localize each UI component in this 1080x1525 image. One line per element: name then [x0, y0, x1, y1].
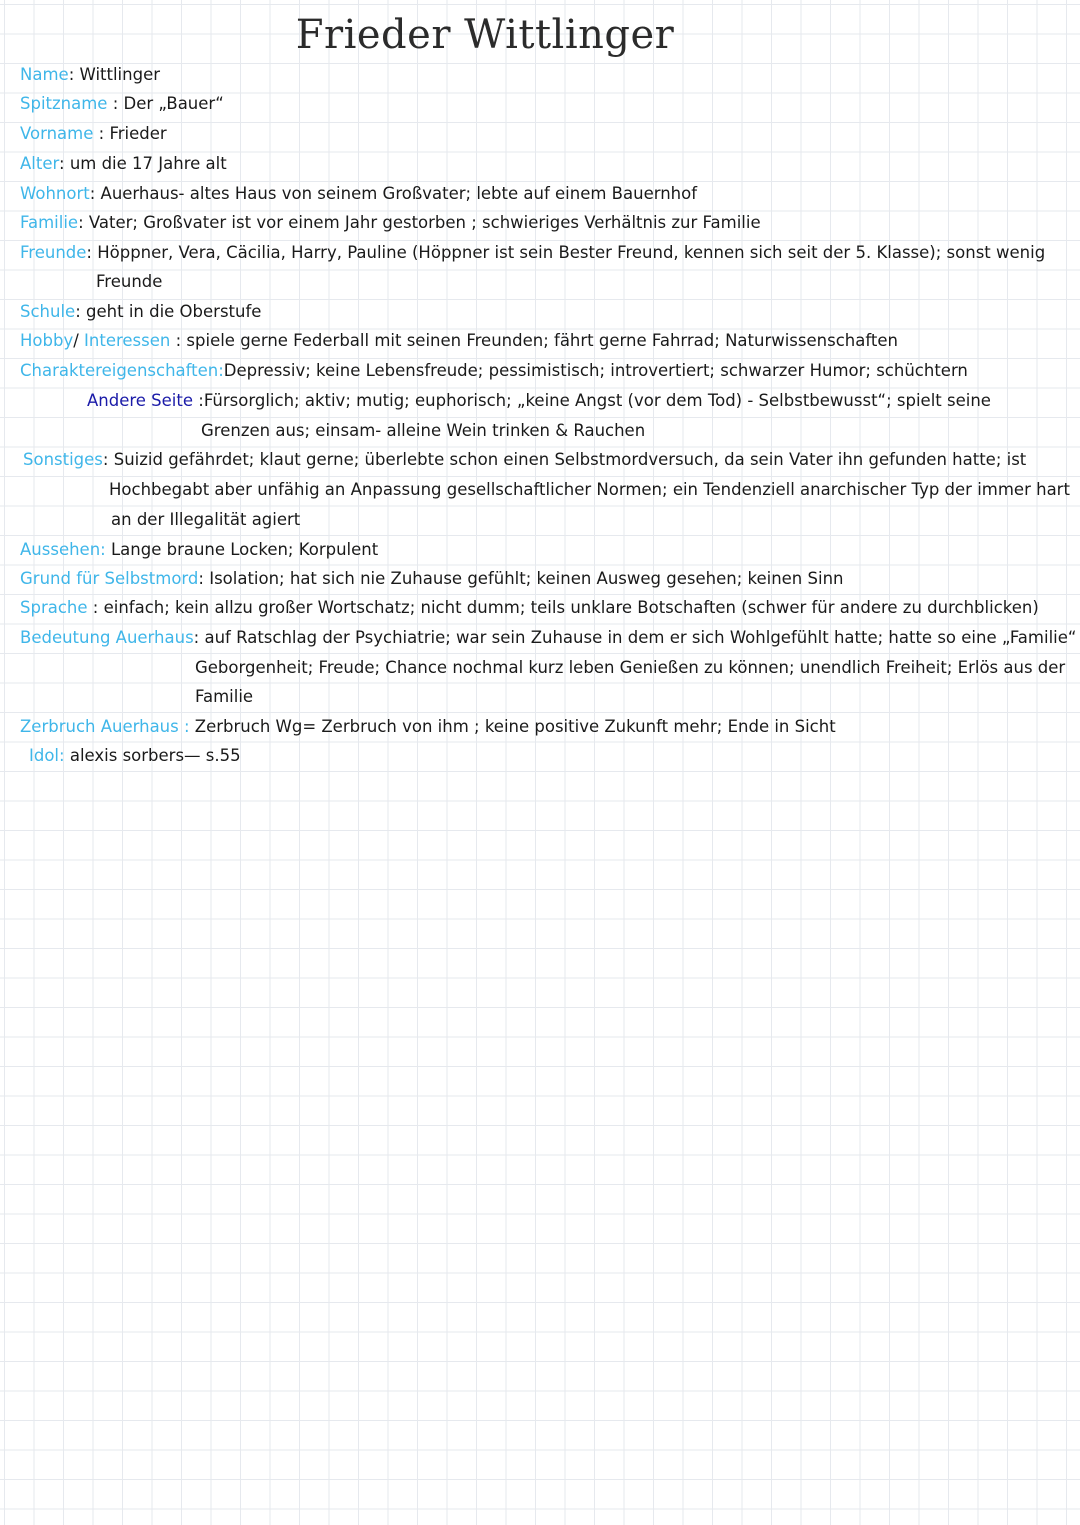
value-aussehen: Lange braune Locken; Korpulent [110, 540, 379, 559]
label-vorname: Vorname [20, 124, 94, 143]
entry-freunde-cont: Freunde [96, 272, 163, 291]
label-name: Name [20, 65, 69, 84]
sep: : [87, 598, 104, 617]
label-charakter: Charaktereigenschaften: [20, 361, 224, 380]
sep: : [107, 94, 124, 113]
label-freunde: Freunde [20, 243, 87, 262]
label-sonstiges: Sonstiges [23, 450, 103, 469]
entry-andere [87, 390, 991, 412]
value-freunde: Höppner, Vera, Cäcilia, Harry, Pauline (Höppner ist sein Bester Freund, kennen sich seit der 5. Klasse); sonst wenig [97, 243, 1046, 262]
label-idol: Idol: [29, 746, 65, 765]
label-hobby: Hobby [20, 331, 74, 350]
sep: : [59, 154, 70, 173]
label-grund: Grund für Selbstmord [20, 569, 199, 588]
value-charakter: Depressiv; keine Lebensfreude; pessimistisch; introvertiert; schwarzer Humor; schüchtern [223, 361, 968, 380]
label-zerbruch: Zerbruch Auerhaus : [20, 717, 190, 736]
sep: : [193, 391, 204, 410]
entry-bedeutung [20, 627, 1076, 649]
sep: : [86, 243, 98, 262]
value-sonstiges: Suizid gefährdet; klaut gerne; überlebte schon einen Selbstmordversuch, da sein Vater ihn gefunden hatte; ist [113, 450, 1027, 469]
label-schule: Schule [20, 302, 76, 321]
entry-familie [20, 212, 761, 234]
entry-vorname [20, 123, 167, 145]
value-zerbruch: Zerbruch Wg= Zerbruch von ihm ; keine positive Zukunft mehr; Ende in Sicht [194, 717, 836, 736]
value-vorname: Frieder [109, 124, 167, 143]
value-spitzname: Der „Bauer“ [123, 94, 224, 113]
sep: : [193, 628, 205, 647]
entry-name [20, 64, 160, 86]
label-aussehen: Aussehen: [20, 540, 106, 559]
sep: : [102, 450, 114, 469]
entry-grund [20, 568, 843, 590]
value-sprache: einfach; kein allzu großer Wortschatz; nicht dumm; teils unklare Botschaften (schwer für andere zu durchblicken) [103, 598, 1039, 617]
entry-alter [20, 153, 227, 175]
entry-sonstiges-cont2: an der Illegalität agiert [111, 510, 301, 529]
sep: : [68, 65, 80, 84]
entry-wohnort [20, 183, 697, 205]
value-hobby: spiele gerne Federball mit seinen Freunden; fährt gerne Fahrrad; Naturwissenschaften [186, 331, 898, 350]
entry-idol [29, 745, 241, 767]
label-sprache: Sprache [20, 598, 88, 617]
label-spitzname: Spitzname [20, 94, 108, 113]
value-idol: alexis sorbers— s.55 [69, 746, 241, 765]
entry-spitzname [20, 93, 224, 115]
sep: : [78, 213, 89, 232]
entry-freunde [20, 242, 1045, 264]
value-schule: geht in die Oberstufe [86, 302, 262, 321]
label-andere: Andere Seite [87, 391, 194, 410]
page-title: Frieder Wittlinger [295, 12, 675, 58]
entry-sonstiges-cont: Hochbegabt aber unfähig an Anpassung gesellschaftlicher Normen; ein Tendenziell anarchischer Typ der immer hart [109, 480, 1070, 499]
entry-bedeutung-cont2: Familie [195, 687, 254, 706]
value-wohnort: Auerhaus- altes Haus von seinem Großvater; lebte auf einem Bauernhof [100, 184, 698, 203]
entry-charakter [20, 360, 968, 382]
label-wohnort: Wohnort [20, 184, 90, 203]
value-alter: um die 17 Jahre alt [69, 154, 227, 173]
entry-sonstiges [23, 449, 1026, 471]
slash: / [73, 331, 85, 350]
label-bedeutung: Bedeutung Auerhaus [20, 628, 194, 647]
value-grund: Isolation; hat sich nie Zuhause gefühlt; keinen Ausweg gesehen; keinen Sinn [209, 569, 844, 588]
sep: : [75, 302, 87, 321]
value-andere: Fürsorglich; aktiv; mutig; euphorisch; „keine Angst (vor dem Tod) - Selbstbewusst“; spielt seine [203, 391, 991, 410]
entry-zerbruch [20, 716, 836, 738]
entry-sprache [20, 597, 1039, 619]
value-bedeutung: auf Ratschlag der Psychiatrie; war sein Zuhause in dem er sich Wohlgefühlt hatte; hatte so eine „Familie“ [204, 628, 1077, 647]
sep: : [198, 569, 210, 588]
entry-hobby [20, 330, 898, 352]
label-alter: Alter [20, 154, 59, 173]
entry-schule [20, 301, 261, 323]
sep: : [170, 331, 187, 350]
value-familie: Vater; Großvater ist vor einem Jahr gestorben ; schwieriges Verhältnis zur Familie [88, 213, 761, 232]
sep: : [93, 124, 110, 143]
entry-aussehen [20, 539, 378, 561]
entry-andere-cont: Grenzen aus; einsam- alleine Wein trinken & Rauchen [201, 421, 646, 440]
label-interessen: Interessen [84, 331, 171, 350]
value-name: Wittlinger [79, 65, 161, 84]
sep: : [89, 184, 101, 203]
entry-bedeutung-cont: Geborgenheit; Freude; Chance nochmal kurz leben Genießen zu können; unendlich Freiheit; Erlös aus der [195, 658, 1066, 677]
label-familie: Familie [20, 213, 79, 232]
